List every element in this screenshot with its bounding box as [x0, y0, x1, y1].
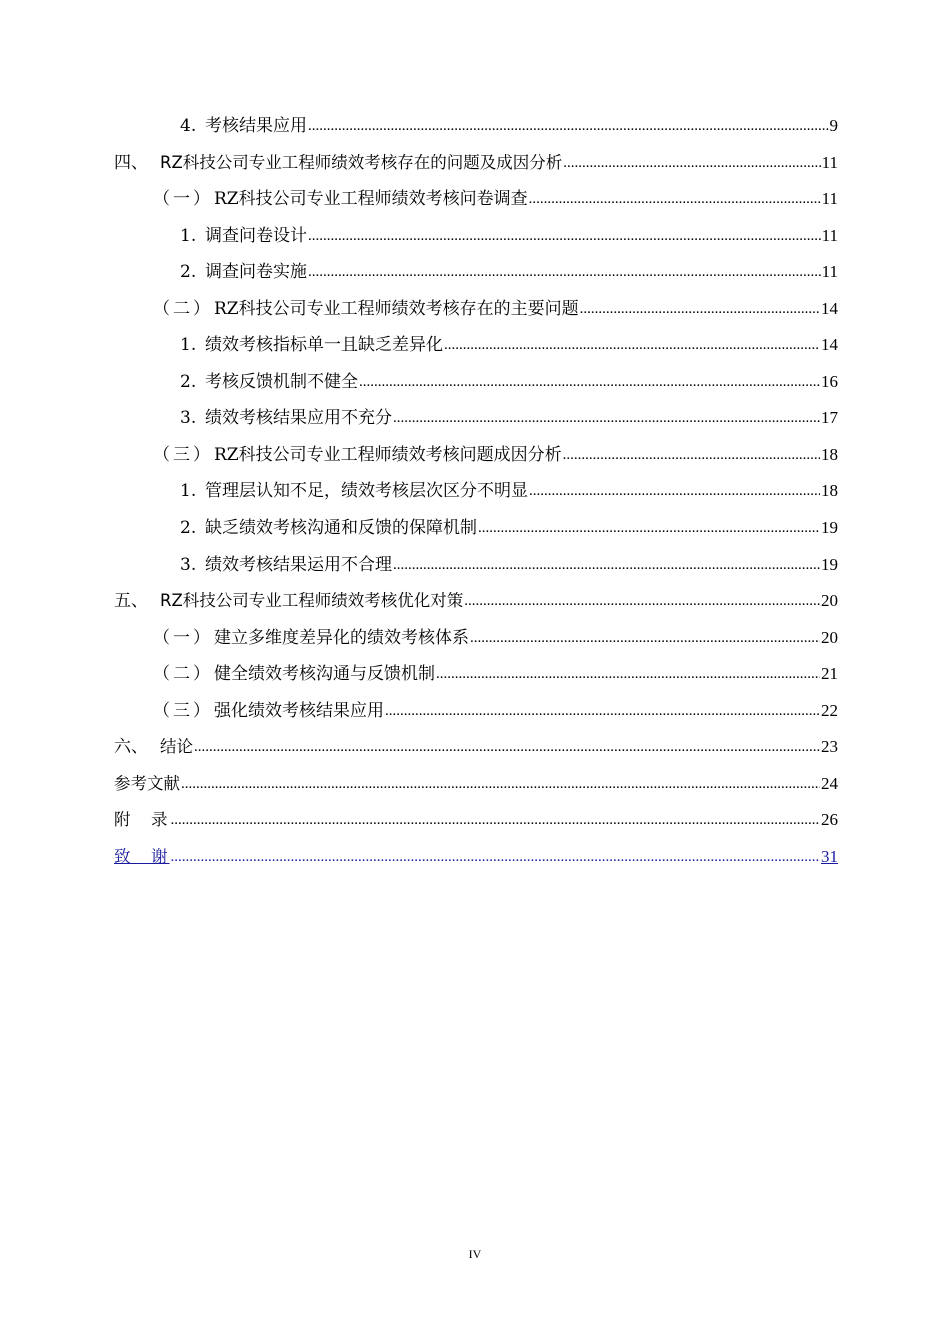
- toc-leader-dots: [444, 335, 820, 355]
- toc-leader-dots: [393, 408, 820, 428]
- toc-entry-number: 六、: [114, 737, 148, 757]
- toc-leader-dots: [529, 481, 820, 501]
- toc-entry-page: 18: [821, 445, 838, 464]
- toc-entry-number: 2.: [180, 518, 197, 538]
- toc-entry-page: 19: [821, 518, 838, 537]
- toc-entry-title: RZ科技公司专业工程师绩效考核存在的主要问题: [214, 299, 579, 319]
- toc-leader-dots: [393, 555, 820, 575]
- toc-entry-page: 24: [821, 774, 838, 793]
- toc-entry-page: 17: [821, 408, 838, 427]
- toc-entry-title: 绩效考核结果运用不合理: [205, 555, 392, 575]
- toc-entry-title: 调查问卷实施: [205, 262, 307, 282]
- toc-entry[interactable]: [153, 620, 838, 656]
- toc-entry-number: 3.: [180, 408, 197, 428]
- toc-entry-page: 31: [821, 847, 838, 866]
- toc-entry[interactable]: [180, 254, 838, 290]
- toc-entry[interactable]: [180, 364, 838, 400]
- toc-entry-title: RZ科技公司专业工程师绩效考核存在的问题及成因分析: [160, 153, 563, 172]
- toc-entry[interactable]: [153, 181, 838, 217]
- toc-entry-page: 18: [821, 481, 838, 500]
- toc-entry-title: 健全绩效考核沟通与反馈机制: [214, 664, 435, 684]
- toc-entry[interactable]: [153, 656, 838, 692]
- toc-leader-dots: [478, 518, 820, 538]
- toc-entry[interactable]: [180, 218, 838, 254]
- toc-entry-number: 1.: [180, 226, 197, 246]
- toc-entry-page: 21: [821, 664, 838, 683]
- toc-entry[interactable]: [180, 400, 838, 436]
- toc-leader-dots: [181, 774, 820, 794]
- toc-leader-dots: [529, 189, 821, 209]
- toc-entry[interactable]: [153, 437, 838, 473]
- toc-leader-dots: [308, 226, 821, 246]
- page-number: IV: [468, 1247, 482, 1261]
- toc-leader-dots: [436, 664, 820, 684]
- toc-leader-dots: [385, 701, 820, 721]
- toc-leader-dots: [470, 628, 820, 648]
- toc-entry-page: 22: [821, 701, 838, 720]
- toc-entry-title: 考核反馈机制不健全: [205, 372, 358, 392]
- toc-entry[interactable]: [180, 547, 838, 583]
- toc-entry-page: 14: [821, 299, 838, 318]
- toc-entry-number: （一）: [153, 628, 213, 648]
- toc-entry[interactable]: [114, 802, 838, 838]
- toc-entry-number: （一）: [153, 189, 213, 209]
- toc-entry-title: 绩效考核结果应用不充分: [205, 408, 392, 428]
- toc-entry-page: 9: [829, 116, 838, 135]
- toc-entry-page: 20: [821, 591, 838, 610]
- toc-entry-title: 建立多维度差异化的绩效考核体系: [214, 628, 469, 648]
- toc-leader-dots: [580, 299, 820, 319]
- toc-entry[interactable]: [114, 583, 838, 619]
- toc-entry-title: 调查问卷设计: [205, 226, 307, 246]
- toc-leader-dots: [464, 591, 820, 611]
- toc-entry-title: 参考文献: [114, 774, 180, 793]
- toc-entry-title: RZ科技公司专业工程师绩效考核优化对策: [160, 591, 464, 610]
- toc-entry[interactable]: [180, 108, 838, 144]
- toc-entry-number: 1.: [180, 481, 197, 501]
- toc-entry-title: 缺乏绩效考核沟通和反馈的保障机制: [205, 518, 477, 538]
- toc-entry-page: 14: [821, 335, 838, 354]
- toc-entry[interactable]: [114, 145, 838, 181]
- toc-entry-page: 20: [821, 628, 838, 647]
- toc-leader-dots: [171, 810, 821, 830]
- toc-entry[interactable]: [180, 473, 838, 509]
- toc-entry-number: 2.: [180, 262, 197, 282]
- toc-entry-title: RZ科技公司专业工程师绩效考核问卷调查: [214, 189, 528, 209]
- toc-entry-page: 11: [821, 153, 838, 172]
- toc-leader-dots: [308, 116, 829, 136]
- toc-entry-page: 11: [821, 226, 838, 245]
- toc-entry-page: 11: [821, 189, 838, 208]
- toc-entry-number: 2.: [180, 372, 197, 392]
- toc-entry-title: 管理层认知不足，绩效考核层次区分不明显: [205, 481, 528, 501]
- toc-entry-number: （三）: [153, 445, 213, 465]
- toc-entry[interactable]: [114, 729, 838, 765]
- toc-entry-number: 4.: [180, 116, 197, 136]
- toc-entry-number: 四、: [114, 153, 148, 173]
- toc-entry-page: 23: [821, 737, 838, 756]
- toc-entry[interactable]: [153, 291, 838, 327]
- toc-leader-dots: [308, 262, 821, 282]
- toc-entry-title: 强化绩效考核结果应用: [214, 701, 384, 721]
- toc-entry-number: （二）: [153, 299, 213, 319]
- toc-leader-dots: [194, 737, 820, 757]
- toc-entry[interactable]: [153, 693, 838, 729]
- toc-entry-title: 致 谢: [114, 847, 170, 866]
- toc-leader-dots: [171, 847, 821, 867]
- toc-leader-dots: [563, 445, 820, 465]
- toc-entry-number: （三）: [153, 701, 213, 721]
- toc-entry-page: 19: [821, 555, 838, 574]
- toc-entry[interactable]: [180, 327, 838, 363]
- toc-entry-page: 26: [821, 810, 838, 829]
- toc-entry-title: 结论: [160, 737, 193, 756]
- toc-entry-title: 绩效考核指标单一且缺乏差异化: [205, 335, 443, 355]
- toc-entry-page: 16: [821, 372, 838, 391]
- toc-entry-number: （二）: [153, 664, 213, 684]
- toc-entry-number: 3.: [180, 555, 197, 575]
- toc-entry[interactable]: [180, 510, 838, 546]
- toc-entry-page: 11: [821, 262, 838, 281]
- toc-entry-title: 附 录: [114, 810, 170, 829]
- toc-leader-dots: [359, 372, 820, 392]
- toc-entry[interactable]: [114, 766, 838, 802]
- toc-entry-link[interactable]: [114, 839, 838, 875]
- toc-entry-number: 五、: [114, 591, 148, 611]
- toc-entry-title: 考核结果应用: [205, 116, 307, 136]
- toc-leader-dots: [563, 153, 820, 173]
- toc-entry-title: RZ科技公司专业工程师绩效考核问题成因分析: [214, 445, 562, 465]
- toc-entry-number: 1.: [180, 335, 197, 355]
